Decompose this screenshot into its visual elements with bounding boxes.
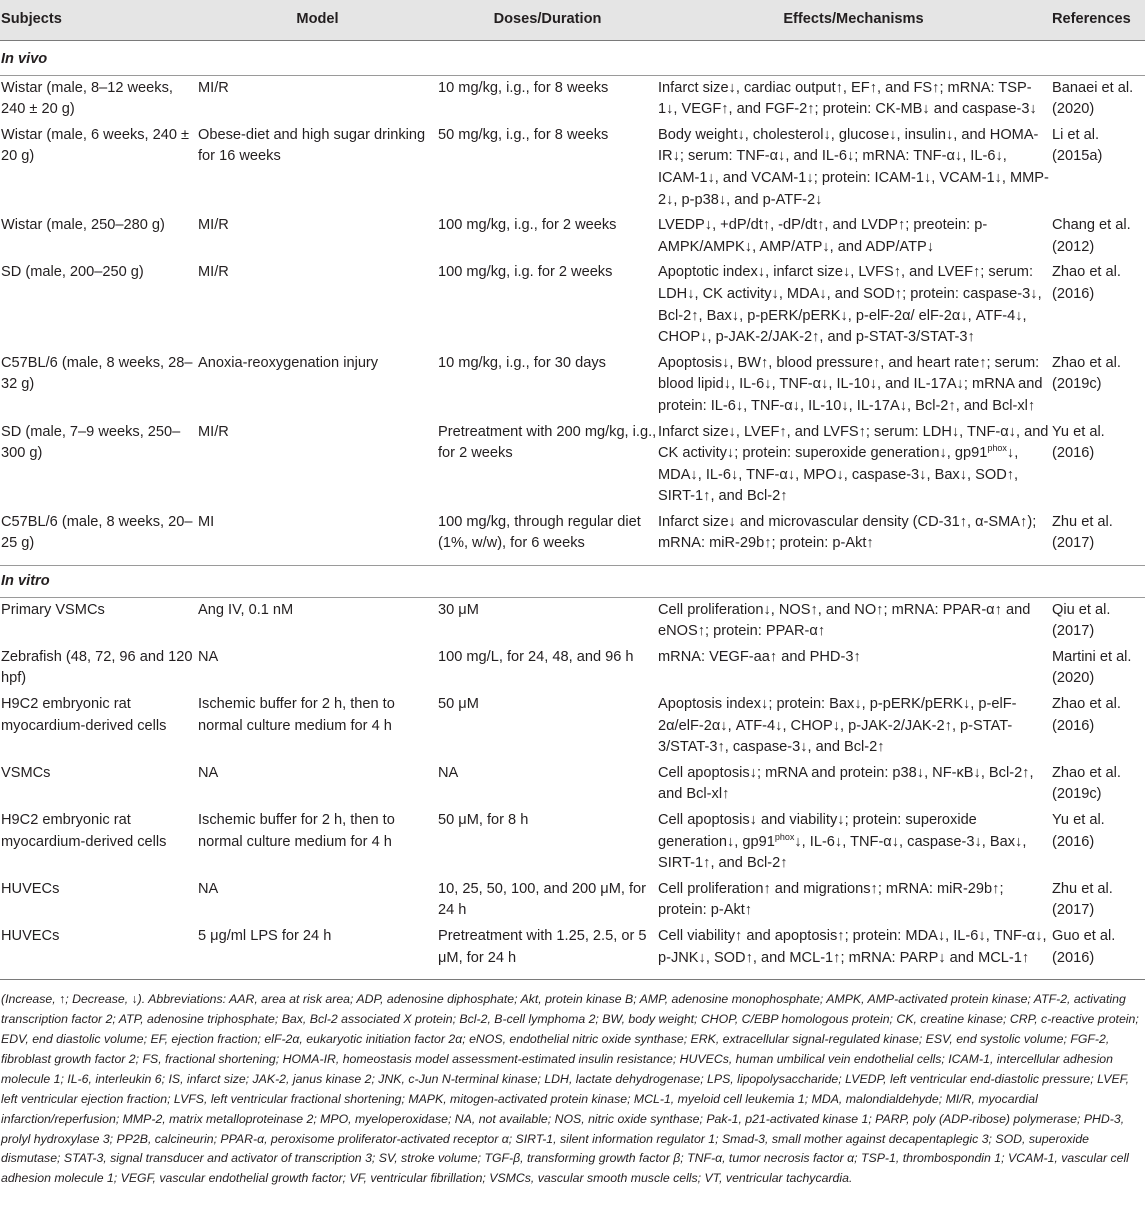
cell-model: Anoxia-reoxygenation injury: [198, 354, 379, 371]
cell-subjects: Zebrafish (48, 72, 96 and 120 hpf): [1, 648, 193, 687]
section-row: [0, 41, 1145, 76]
cell-reference: Martini et al. (2020): [1052, 648, 1132, 687]
cell-reference: Li et al. (2015a): [1052, 126, 1103, 165]
cell-model: NA: [198, 764, 219, 781]
cell-subjects: H9C2 embryonic rat myocardium-derived cells: [1, 812, 167, 850]
cell-reference: Yu et al. (2016): [1052, 423, 1105, 462]
table-row: [0, 761, 1145, 808]
table-header: [0, 0, 1145, 41]
cell-model: Ang IV, 0.1 nM: [198, 601, 294, 618]
cell-doses: 30 μM: [438, 601, 479, 618]
section-title: In vivo: [0, 41, 1145, 76]
cell-effects: Infarct size↓ and microvascular density (CD-31↑, α-SMA↑); mRNA: miR-29b↑; protein: p-Akt↑: [658, 513, 1037, 552]
cell-doses: 100 mg/kg, i.g., for 2 weeks: [438, 217, 617, 234]
effects-superscript: phox: [774, 831, 795, 842]
table-row: [0, 420, 1145, 510]
cell-model: NA: [198, 880, 219, 897]
cell-doses: 100 mg/kg, through regular diet (1%, w/w), for 6 weeks: [438, 513, 641, 552]
table-row: [0, 75, 1145, 123]
effects-text: ↓, MDA↓, IL-6↓, TNF-α↓, MPO↓, caspase-3↓, Bax↓, SOD↑, SIRT-1↑, and Bcl-2↑: [658, 445, 1019, 505]
cell-doses: Pretreatment with 1.25, 2.5, or 5 μM, for 24 h: [438, 927, 647, 966]
cell-model: Obese-diet and high sugar drinking for 16 weeks: [198, 126, 426, 165]
table-footnote: (Increase, ↑; Decrease, ↓). Abbreviations: AAR, area at risk area; ADP, adenosine diphosphate; Akt, protein kinase B; AMP, adenosine monophosphate; AMPK, AMP-activated protein kinase; ATF-2, activating transcription factor 2; ATP, adenosine triphosphate; Bax, Bcl-2 associated X protein; Bcl-2, B-cell lymphoma 2; BW, body weight; CHOP, C/EBP homologous protein; CK, creatine kinase; CRP, c-reactive protein; EDV, end diastolic volume; EF, ejection fraction; elF-2α, eukaryotic initiation factor 2α; eNOS, endothelial nitric oxide synthase; ERK, extracellular signal-regulated kinase; ESV, end systolic volume; FGF-2, fibroblast growth factor 2; FS, fractional shortening; HOMA-IR, homeostasis model assessment-estimated insulin resistance; HUVECs, human umbilical vein endothelial cells; ICAM-1, intercellular adhesion molecule 1; IL-6, interleukin 6; IS, infarct size; JAK-2, janus kinase 2; JNK, c-Jun N-terminal kinase; LDH, lactate dehydrogenase; LPS, lipopolysaccharide; LVEDP, left ventricular end-diastolic pressure; LVEF, left ventricular ejection fraction; LVFS, left ventricular fractional shortening; MAPK, mitogen-activated protein kinase; MCL-1, myeloid cell leukemia 1; MDA, malondialdehyde; MI/R, myocardial infarction/reperfusion; MMP-2, matrix metalloproteinase 2; MPO, myeloperoxidase; NA, not available; NOS, nitric oxide synthase; Pak-1, p21-activated kinase 1; PARP, poly (ADP-ribose) polymerase; PHD-3, prolyl hydroxylase 3; PP2B, calcineurin; PPAR-α, peroxisome proliferator-activated receptor α; SIRT-1, silent information regulator 1; Smad-3, small mother against decapentaplegic 3; SOD, superoxide dismutase; STAT-3, signal transducer and activator of transcription 3; SV, stroke volume; TGF-β, transforming growth factor β; TNF-α, tumor necrosis factor α; TSP-1, thrombospondin 1; VCAM-1, vascular cell adhesion molecule 1; VEGF, vascular endothelial growth factor; VF, ventricular fibrillation; VSMCs, vascular smooth muscle cells; VT, ventricular tachycardia.: [0, 979, 1145, 1189]
cell-doses: NA: [438, 764, 459, 781]
cell-doses: 10 mg/kg, i.g., for 30 days: [438, 354, 606, 371]
effects-superscript: phox: [987, 443, 1007, 454]
table-row: [0, 510, 1145, 566]
cell-subjects: SD (male, 200–250 g): [1, 264, 144, 281]
cell-reference: Zhao et al. (2016): [1052, 696, 1121, 734]
table-row: [0, 213, 1145, 260]
cell-doses: Pretreatment with 200 mg/kg, i.g., for 2 weeks: [438, 423, 657, 462]
table-row: [0, 597, 1145, 645]
effects-text: Infarct size↓, LVEF↑, and LVFS↑; serum: LDH↓, TNF-α↓, and CK activity↓; protein: superoxide generation↓, gp91: [658, 423, 1049, 462]
cell-effects: [657, 808, 1049, 877]
cell-reference: Zhu et al. (2017): [1052, 880, 1113, 919]
cell-reference: Guo et al. (2016): [1052, 927, 1116, 966]
cell-reference: Banaei et al. (2020): [1052, 79, 1134, 118]
cell-subjects: Wistar (male, 8–12 weeks, 240 ± 20 g): [1, 79, 173, 118]
cell-subjects: Wistar (male, 250–280 g): [1, 217, 165, 234]
cell-subjects: Primary VSMCs: [1, 601, 105, 618]
cell-reference: Zhao et al. (2019c): [1052, 354, 1121, 393]
cell-effects: Cell proliferation↑ and migrations↑; mRNA: miR-29b↑; protein: p-Akt↑: [658, 880, 1004, 919]
cell-doses: 50 μM: [438, 696, 479, 713]
cell-effects: Apoptosis index↓; protein: Bax↓, p-pERK/pERK↓, p-elF-2α/elF-2α↓, ATF-4↓, CHOP↓, p-JAK-2/JAK-2↑, p-STAT-3/STAT-3↑, caspase-3↓, and Bcl-2↑: [658, 696, 1017, 756]
cell-model: Ischemic buffer for 2 h, then to normal culture medium for 4 h: [198, 696, 395, 734]
table-row: [0, 260, 1145, 350]
header-references: References: [1049, 0, 1145, 41]
table-row: [0, 351, 1145, 420]
cell-effects: [657, 420, 1049, 510]
table-row: [0, 924, 1145, 979]
header-row: [0, 0, 1145, 41]
cell-effects: Infarct size↓, cardiac output↑, EF↑, and FS↑; mRNA: TSP-1↓, VEGF↑, and FGF-2↑; protein: CK-MB↓ and caspase-3↓: [658, 79, 1037, 118]
cell-model: Ischemic buffer for 2 h, then to normal culture medium for 4 h: [198, 812, 395, 850]
cell-subjects: H9C2 embryonic rat myocardium-derived cells: [1, 696, 167, 734]
cell-doses: 10, 25, 50, 100, and 200 μM, for 24 h: [438, 880, 646, 919]
cell-doses: 10 mg/kg, i.g., for 8 weeks: [438, 79, 609, 96]
cell-reference: Yu et al. (2016): [1052, 812, 1105, 850]
table-row: [0, 877, 1145, 924]
cell-model: MI: [198, 513, 215, 530]
cell-subjects: HUVECs: [1, 880, 60, 897]
table-row: [0, 645, 1145, 692]
cell-reference: Zhu et al. (2017): [1052, 513, 1113, 552]
cell-doses: 50 μM, for 8 h: [438, 812, 529, 828]
cell-model: 5 μg/ml LPS for 24 h: [198, 927, 332, 944]
header-subjects: Subjects: [0, 0, 197, 41]
cell-subjects: Wistar (male, 6 weeks, 240 ± 20 g): [1, 126, 190, 165]
cell-model: MI/R: [198, 79, 229, 96]
cell-effects: Cell apoptosis↓; mRNA and protein: p38↓, NF-κB↓, Bcl-2↑, and Bcl-xl↑: [658, 764, 1034, 803]
cell-effects: Body weight↓, cholesterol↓, glucose↓, insulin↓, and HOMA-IR↓; serum: TNF-α↓, and IL-6↓; mRNA: TNF-α↓, IL-6↓, ICAM-1↓, and VCAM-1↓; protein: ICAM-1↓, VCAM-1↓, MMP-2↓, p-p38↓, and p-ATF-2↓: [658, 126, 1049, 208]
cell-reference: Zhao et al. (2016): [1052, 264, 1121, 302]
cell-doses: 100 mg/kg, i.g. for 2 weeks: [438, 264, 613, 281]
header-doses: Doses/Duration: [437, 0, 657, 41]
cell-effects: Apoptotic index↓, infarct size↓, LVFS↑, and LVEF↑; serum: LDH↓, CK activity↓, MDA↓, and SOD↑; protein: caspase-3↓, Bcl-2↑, Bax↓, p-pERK/pERK↓, p-elF-2α/ elF-2α↓, ATF-4↓, CHOP↓, p-JAK-2/JAK-2↑, and p-STAT-3/STAT-3↑: [658, 264, 1042, 346]
cell-model: MI/R: [198, 217, 229, 234]
cell-effects: Apoptosis↓, BW↑, blood pressure↑, and heart rate↑; serum: blood lipid↓, IL-6↓, TNF-α↓, IL-10↓, and IL-17A↓; mRNA and protein: IL-6↓, TNF-α↓, IL-10↓, IL-17A↓, Bcl-2↑, and Bcl-xl↑: [658, 354, 1043, 414]
cell-subjects: VSMCs: [1, 764, 51, 781]
cell-subjects: C57BL/6 (male, 8 weeks, 20–25 g): [1, 513, 193, 552]
table-row: [0, 808, 1145, 877]
header-model: Model: [197, 0, 437, 41]
cell-doses: 100 mg/L, for 24, 48, and 96 h: [438, 648, 634, 665]
cell-effects: mRNA: VEGF-aa↑ and PHD-3↑: [658, 648, 861, 665]
cell-effects: Cell proliferation↓, NOS↑, and NO↑; mRNA: PPAR-α↑ and eNOS↑; protein: PPAR-α↑: [658, 601, 1031, 640]
header-effects: Effects/Mechanisms: [657, 0, 1049, 41]
effects-text: ↓, IL-6↓, TNF-α↓, caspase-3↓, Bax↓, SIRT-1↑, and Bcl-2↑: [658, 833, 1027, 872]
cell-effects: Cell viability↑ and apoptosis↑; protein: MDA↓, IL-6↓, TNF-α↓, p-JNK↓, SOD↑, and MCL-1↑; mRNA: PARP↓ and MCL-1↑: [658, 927, 1047, 966]
cell-subjects: SD (male, 7–9 weeks, 250–300 g): [1, 423, 181, 462]
cell-subjects: HUVECs: [1, 927, 60, 944]
cell-effects: LVEDP↓, +dP/dt↑, -dP/dt↑, and LVDP↑; preotein: p-AMPK/AMPK↓, AMP/ATP↓, and ADP/ATP↓: [658, 217, 988, 255]
section-row: [0, 566, 1145, 598]
cell-model: NA: [198, 648, 219, 665]
cell-reference: Qiu et al. (2017): [1052, 601, 1111, 640]
cell-doses: 50 mg/kg, i.g., for 8 weeks: [438, 126, 609, 143]
table-row: [0, 123, 1145, 213]
table-body: [0, 41, 1145, 980]
table-row: [0, 692, 1145, 761]
cell-model: MI/R: [198, 264, 229, 281]
effects-text: Cell apoptosis↓ and viability↓; protein: superoxide generation↓, gp91: [658, 812, 977, 850]
cell-subjects: C57BL/6 (male, 8 weeks, 28–32 g): [1, 354, 193, 393]
cell-model: MI/R: [198, 423, 229, 440]
section-title: In vitro: [0, 566, 1145, 598]
cell-reference: Zhao et al. (2019c): [1052, 764, 1121, 803]
cell-reference: Chang et al. (2012): [1052, 217, 1131, 255]
